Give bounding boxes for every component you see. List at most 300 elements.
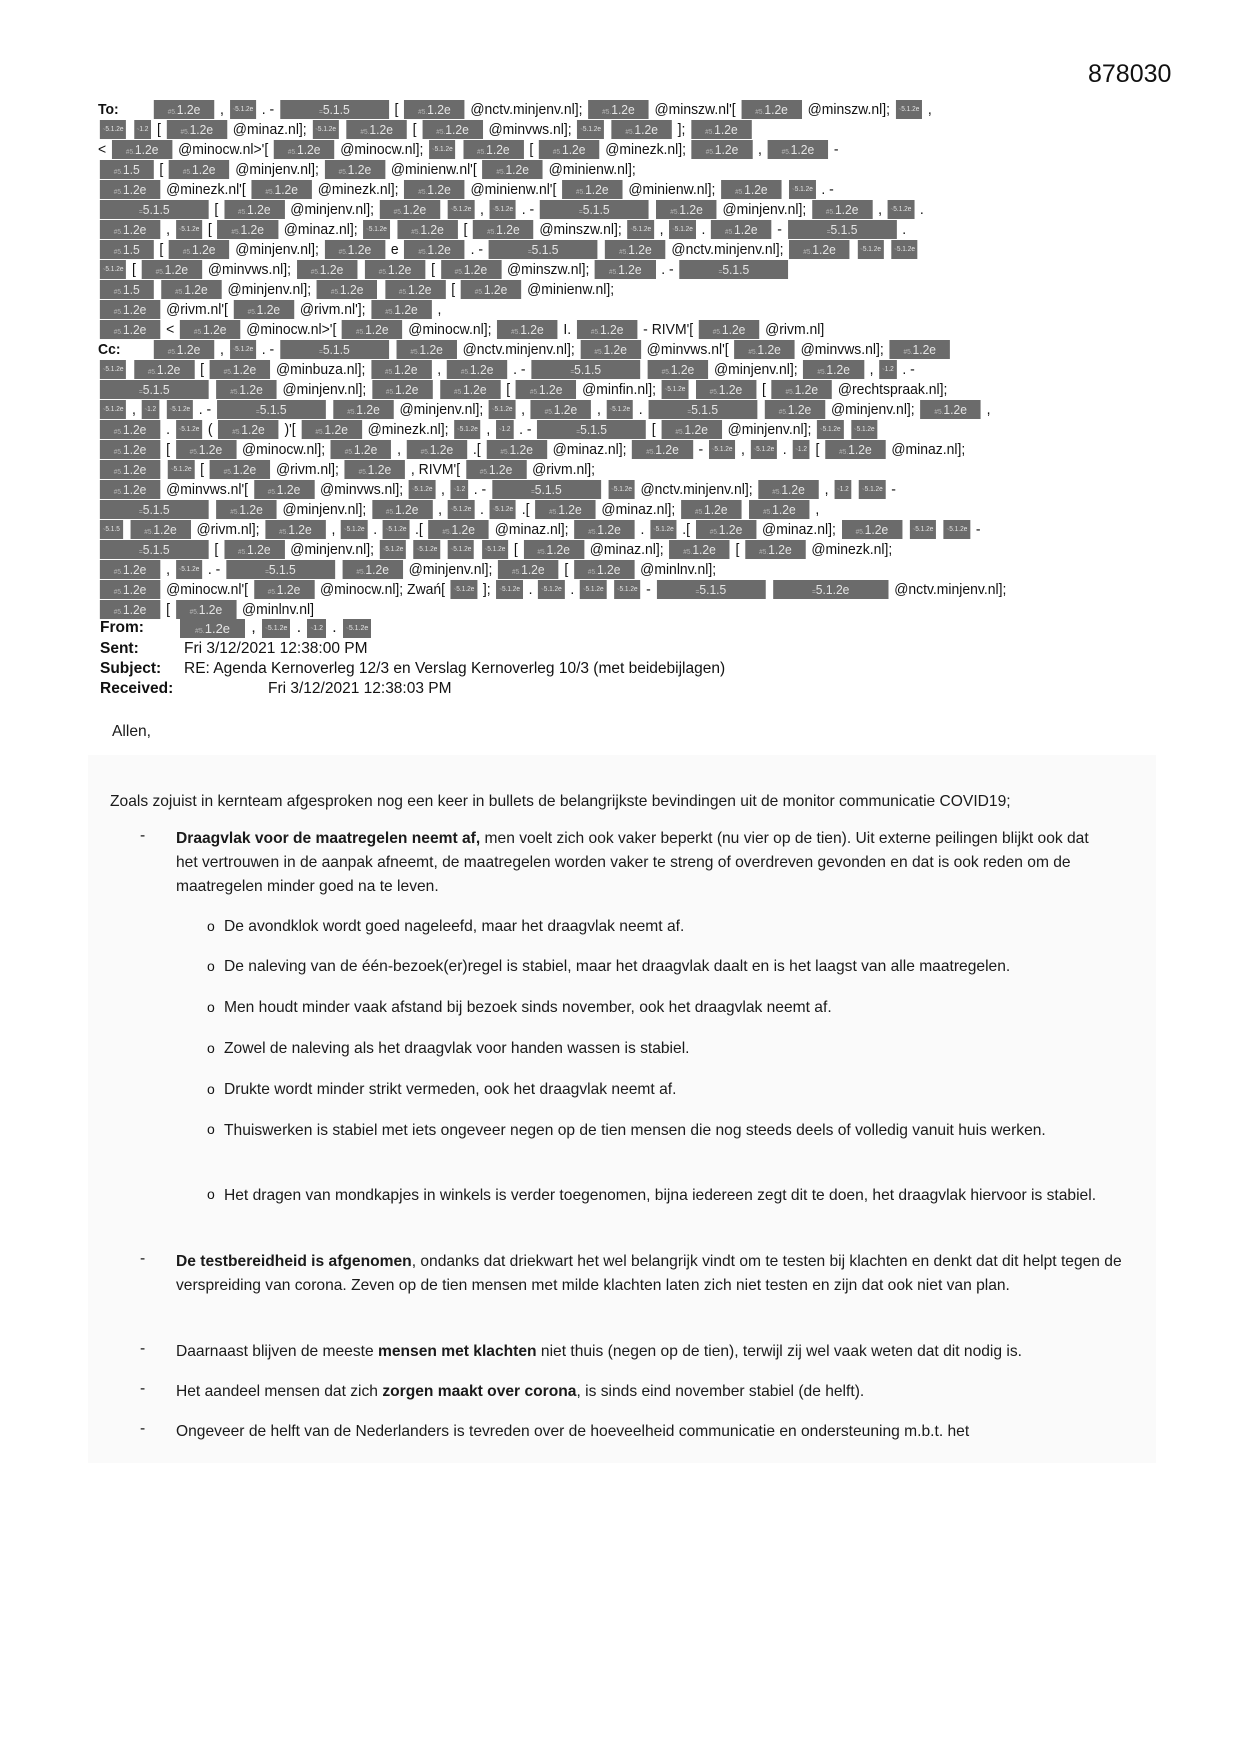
redaction-box: #5.1.2e (562, 180, 622, 199)
bullet-text: , is sinds eind november stabiel (de helft). (576, 1383, 865, 1400)
header-text: @minjenv.nl]; (830, 401, 915, 418)
redaction-box: ~5.1.2e (857, 240, 883, 259)
header-text: @minjenv.nl]; (727, 421, 812, 438)
header-text: < (98, 141, 107, 158)
redaction-box: ~5.1.2e (614, 580, 640, 599)
redaction-box: ~5.1.2e (910, 520, 936, 539)
redaction-box: #5.1.2e (648, 360, 708, 379)
redaction-box: #5.1.2e (224, 540, 284, 559)
header-text: @minjenv.nl]; (722, 201, 807, 218)
redaction-box: #5.1.2e (100, 220, 160, 239)
redaction-box: #5.1.2e (447, 360, 507, 379)
header-text: . (570, 581, 575, 598)
redaction-box: ~5.1.2e (891, 240, 917, 259)
redaction-box: #5.1.2e (397, 220, 457, 239)
redaction-box: ~5.1.2e (176, 420, 202, 439)
redaction-box: #5.1.2e (180, 619, 245, 638)
redaction-box: #5.1.2e (696, 520, 756, 539)
header-text: . (373, 521, 378, 538)
redaction-box: ~5.1.2e (341, 520, 367, 539)
sub-bullet-marker: o (207, 1186, 215, 1202)
header-text: @minjenv.nl]; (235, 241, 319, 258)
document-number: 878030 (1088, 60, 1172, 88)
redaction-box: #5.1.2e (100, 300, 160, 319)
redaction-box: #5.1.2e (749, 500, 809, 519)
header-text: @nctv.minjenv.nl]; (470, 101, 583, 118)
redaction-box: ~5.1.2e (230, 340, 256, 359)
cc-line (98, 400, 1084, 420)
header-text: - (975, 521, 981, 538)
redaction-box: #5.1.2e (224, 200, 284, 219)
redaction-box: =5.1.5 (100, 540, 209, 559)
redaction-box: ~5.1.2e (482, 540, 508, 559)
redaction-box: =5.1.5 (280, 340, 389, 359)
header-text: @minszw.nl]; (539, 221, 622, 238)
subject-value: RE: Agenda Kernoverleg 12/3 en Verslag Kernoverleg 10/3 (met beidebijlagen) (184, 660, 726, 677)
to-line (98, 140, 1084, 160)
sub-bullet-marker: o (207, 1040, 215, 1056)
redaction-box: ~1.2 (879, 360, 896, 379)
header-text: @minlnv.nl]; (640, 561, 717, 578)
header-text: @minszw.nl'[ (654, 101, 736, 118)
redaction-box: ~5.1.2e (454, 420, 480, 439)
redaction-box: #5.1.2e (721, 180, 781, 199)
redaction-box: #5.1.2e (577, 320, 637, 339)
redaction-box: ~5.1.2e (489, 400, 515, 419)
redaction-box: #5.1.2e (346, 120, 406, 139)
redaction-box: ~1.2 (451, 480, 468, 499)
header-text: [ (214, 201, 219, 218)
bullet-dash: - (140, 1420, 146, 1437)
header-text: I. (563, 321, 572, 338)
redaction-box: #5.1.2e (161, 280, 221, 299)
redaction-box: ~5.1.2e (343, 619, 371, 638)
header-text: , (397, 441, 401, 458)
redaction-box: ~5.1.2e (448, 500, 474, 519)
header-text: . - (473, 481, 487, 498)
to-line (98, 120, 1084, 140)
header-text: , (441, 481, 445, 498)
header-text: @minjenv.nl]; (282, 381, 367, 398)
redaction-box: ~5.1.2e (167, 400, 193, 419)
redaction-box: #5.1.2e (803, 360, 863, 379)
to-line (98, 100, 1084, 120)
header-text: [ (529, 141, 534, 158)
redaction-box: =5.1.5 (100, 200, 209, 219)
redaction-box: #5.1.2e (605, 240, 665, 259)
sub-bullet-marker: o (207, 1121, 215, 1137)
received-row (100, 680, 452, 698)
header-text: @minezk.nl]; (605, 141, 687, 158)
header-text: @minjenv.nl]; (713, 361, 798, 378)
cc-line (98, 560, 1084, 580)
redaction-box: #5.1.2e (523, 540, 583, 559)
redaction-box: ~5.1.2e (608, 480, 634, 499)
bullet-dash: - (140, 1380, 146, 1397)
header-text: .[ (682, 521, 691, 538)
cc-line (98, 440, 1084, 460)
redaction-box: #5.1.5 (100, 160, 154, 179)
redaction-box: #5.1.5 (100, 280, 154, 299)
redaction-box: #5.1.2e (691, 120, 751, 139)
header-text: , (220, 341, 224, 358)
header-text: @nctv.minjenv.nl]; (462, 341, 575, 358)
redaction-box: =5.1.5 (217, 400, 326, 419)
redaction-box: ~5.1.2e (451, 580, 477, 599)
redaction-box: #5.1.2e (535, 500, 595, 519)
redaction-box: ~5.1.2e (448, 540, 474, 559)
redaction-box: #5.1.2e (251, 180, 311, 199)
header-text: [ (166, 441, 170, 458)
redaction-box: #5.1.2e (154, 340, 214, 359)
subject-label: Subject: (100, 660, 162, 677)
header-text: , (166, 561, 170, 578)
header-text: . - (470, 241, 484, 258)
to-label: To: (98, 101, 119, 118)
header-text: , (927, 101, 932, 118)
header-text: [ (200, 461, 204, 478)
header-text: , (437, 361, 442, 378)
cc-line (98, 540, 1084, 560)
redaction-box: #5.1.5 (100, 240, 154, 259)
bullet-testbereidheid (176, 1250, 1136, 1298)
header-text: , (331, 521, 336, 538)
header-text: @minocw.nl]; Zwań[ (320, 581, 446, 598)
redaction-box: ~5.1.2e (262, 619, 290, 638)
redaction-box: ~1.2 (834, 480, 851, 499)
redaction-box: ~5.1.2e (944, 520, 970, 539)
header-text: , (132, 401, 136, 418)
header-text: [ (463, 221, 468, 238)
header-text: @minvws.nl'[ (166, 481, 249, 498)
subject-row (100, 660, 725, 678)
header-text: . - (519, 421, 532, 438)
header-text: , (596, 401, 601, 418)
header-text: @minvws.nl'[ (646, 341, 729, 358)
redaction-box: #5.1.2e (498, 560, 558, 579)
sub-bullet-marker: o (207, 958, 215, 974)
header-text: . (701, 221, 706, 238)
redaction-box: #5.1.2e (531, 400, 591, 419)
bullet-dash: - (140, 1250, 146, 1267)
from-row (100, 619, 373, 638)
redaction-box: #5.1.2e (890, 340, 950, 359)
header-text: , (479, 201, 484, 218)
redaction-box: ~5.1.2e (662, 380, 688, 399)
redaction-box: #5.1.2e (372, 380, 432, 399)
header-text: . (332, 619, 337, 636)
redaction-box: #5.1.2e (100, 480, 160, 499)
redaction-box: #5.1.2e (539, 140, 599, 159)
header-text: . (166, 421, 170, 438)
redaction-box: #5.1.2e (254, 480, 314, 499)
redaction-box: #5.1.2e (100, 420, 160, 439)
header-text: [ (166, 601, 170, 618)
header-text: . - (521, 201, 535, 218)
header-text: - (646, 581, 651, 598)
redaction-box: #5.1.2e (342, 560, 402, 579)
cc-line (98, 600, 1084, 620)
header-text: @minjenv.nl]; (290, 201, 374, 218)
header-text: @minocw.nl]; (241, 441, 326, 458)
redaction-box: ~5.1.2e (176, 220, 202, 239)
header-text: @minaz.nl]; (589, 541, 664, 558)
redaction-box: #5.1.2e (130, 520, 190, 539)
header-text: @minvws.nl]; (488, 121, 572, 138)
redaction-box: ~5.1.2e (888, 200, 914, 219)
redaction-box: #5.1.2e (371, 300, 431, 319)
header-text: . (782, 441, 787, 458)
bullet-dash: - (140, 827, 146, 844)
bullet-communicatie: Ongeveer de helft van de Nederlanders is tevreden over de hoeveelheid communicatie en ondersteuning m.b.t. het (176, 1423, 970, 1440)
redaction-box: ~5.1.2e (490, 500, 516, 519)
sub-bullet: Zowel de naleving als het draagvlak voor handen wassen is stabiel. (224, 1040, 690, 1057)
redaction-box: #5.1.2e (365, 260, 425, 279)
redaction-box: #5.1.2e (516, 380, 576, 399)
received-value: Fri 3/12/2021 12:38:03 PM (268, 680, 452, 697)
header-text: @nctv.minjenv.nl]; (671, 241, 784, 258)
redaction-box: ~5.1.2e (168, 460, 194, 479)
header-text: , (815, 501, 820, 518)
header-text: , (220, 101, 224, 118)
redaction-box: ~5.1.2e (650, 520, 676, 539)
redaction-box: #5.1.2e (669, 540, 729, 559)
header-text: [ (159, 161, 164, 178)
header-text: [ (412, 121, 417, 138)
header-text: [ (214, 541, 219, 558)
header-text: , (521, 401, 525, 418)
header-text: , (166, 221, 170, 238)
to-line (98, 200, 1084, 220)
redaction-box: #5.1.2e (176, 440, 236, 459)
bullet-text: niet thuis (negen op de tien), terwijl zij wel vaak weten dat dit nodig is. (536, 1343, 1022, 1360)
redaction-box: =5.1.5 (788, 220, 897, 239)
header-text: , (659, 221, 664, 238)
redaction-box: #5.1.2e (100, 460, 160, 479)
cc-label: Cc: (98, 341, 121, 358)
redaction-box: ~5.1.2e (448, 200, 474, 219)
header-text: . - (261, 341, 275, 358)
redaction-box: #5.1.2e (325, 240, 385, 259)
header-text: .[ (472, 441, 481, 458)
redaction-box: #5.1.2e (112, 140, 172, 159)
bullet-text: Daarnaast blijven de meeste (176, 1343, 378, 1360)
header-text: - (777, 221, 782, 238)
redaction-box: #5.1.2e (574, 520, 634, 539)
redaction-box: ~5.1.2e (628, 220, 654, 239)
redaction-box: #5.1.2e (176, 600, 236, 619)
redaction-box: #5.1.2e (588, 100, 648, 119)
header-text: [ (815, 441, 820, 458)
header-text: e (390, 241, 399, 258)
cc-line (98, 340, 1084, 360)
header-text: , (878, 201, 883, 218)
redaction-box: #5.1.2e (396, 340, 456, 359)
redaction-box: ~1.2 (142, 400, 159, 419)
header-text: - (833, 141, 839, 158)
header-text: < (166, 321, 175, 338)
header-text: @minfin.nl]; (582, 381, 656, 398)
sub-bullet: Het dragen van mondkapjes in winkels is verder toegenomen, bijna iedereen zegt dit te doen, het draagvlak hiervoor is stabiel. (224, 1187, 1097, 1204)
header-text: [ (761, 381, 766, 398)
header-text: [ (207, 221, 212, 238)
header-text: .[ (521, 501, 530, 518)
redaction-box: #5.1.2e (681, 500, 741, 519)
redaction-box: #5.1.2e (216, 500, 276, 519)
redaction-box: #5.1.2e (466, 460, 526, 479)
header-text: @minjenv.nl]; (235, 161, 319, 178)
redaction-box: #5.1.2e (428, 520, 488, 539)
header-text: . - (902, 361, 915, 378)
redaction-box: =5.1.5 (100, 500, 209, 519)
redaction-box: #5.1.2e (100, 580, 160, 599)
header-text: @minbuza.nl]; (275, 361, 366, 378)
bullet-bold: Draagvlak voor de maatregelen neemt af, (176, 830, 481, 847)
header-text: @minaz.nl]; (601, 501, 676, 518)
redaction-box: #5.1.2e (100, 600, 160, 619)
header-text: [ (431, 261, 435, 278)
cc-line (98, 480, 1084, 500)
header-text: [ (506, 381, 511, 398)
header-text: @minezk.nl]; (367, 421, 449, 438)
redaction-box: #5.1.2e (920, 400, 980, 419)
header-text: @rivm.nl]; (275, 461, 339, 478)
redaction-box: =5.1.5 (226, 560, 335, 579)
header-text: @minienw.nl]; (548, 161, 636, 178)
to-line (98, 320, 1084, 340)
redaction-box: =5.1.5 (656, 580, 765, 599)
from-label: From: (100, 619, 144, 636)
redaction-box: #5.1.2e (842, 520, 902, 539)
header-text: [ (394, 101, 399, 118)
intro-paragraph: Zoals zojuist in kernteam afgesproken nog een keer in bullets de belangrijkste bevindingen uit de monitor communicatie COVID19; (110, 793, 1011, 810)
redaction-box: ~1.2 (496, 420, 513, 439)
bullet-klachten (176, 1340, 1156, 1364)
header-text: @minjenv.nl]; (399, 401, 484, 418)
header-text: [ (156, 121, 161, 138)
redaction-box: #5.1.2e (404, 240, 464, 259)
redaction-box: #5.1.2e (385, 280, 445, 299)
cc-line (98, 580, 1084, 600)
redaction-box: ~5.1.2e (577, 120, 603, 139)
header-text: [ (564, 561, 569, 578)
redaction-box: #5.1.2e (169, 240, 229, 259)
redaction-box: #5.1.2e (333, 400, 393, 419)
redaction-box: ~5.1.2e (607, 400, 633, 419)
header-text: @rechtspraak.nl]; (837, 381, 948, 398)
to-line (98, 220, 1084, 240)
sub-bullet: Thuiswerken is stabiel met iets ongeveer negen op de tien mensen die nog steeds deels of volledig vanuit huis werken. (224, 1122, 1046, 1139)
redaction-box: ~1.2 (307, 619, 326, 638)
redaction-box: ~5.1.2e (100, 360, 126, 379)
header-text: ( (207, 421, 213, 438)
sent-value: Fri 3/12/2021 12:38:00 PM (184, 640, 368, 657)
redaction-box: #5.1.2e (440, 380, 500, 399)
redaction-box: ~5.1.2e (312, 120, 338, 139)
sent-row (100, 640, 368, 658)
header-text: )'[ (284, 421, 296, 438)
header-text: @minienw.nl'[ (390, 161, 477, 178)
redaction-box: ~5.1.2e (751, 440, 777, 459)
header-text: @minvws.nl]; (320, 481, 404, 498)
redaction-box: #5.1.2e (100, 440, 160, 459)
redaction-box: =5.1.5 (492, 480, 601, 499)
to-line (98, 260, 1084, 280)
header-text: @minszw.nl]; (807, 101, 890, 118)
header-text: @minienw.nl]; (527, 281, 615, 298)
redaction-box: #5.1.2e (497, 320, 557, 339)
redaction-box: #5.1.2e (711, 220, 771, 239)
header-text: . - (207, 561, 221, 578)
to-line (98, 300, 1084, 320)
header-text: @minaz.nl]; (283, 221, 358, 238)
header-text: @nctv.minjenv.nl]; (894, 581, 1007, 598)
header-text: @minezk.nl]; (811, 541, 893, 558)
cc-line (98, 460, 1084, 480)
header-text: @minaz.nl]; (891, 441, 966, 458)
bullet-text: Het aandeel mensen dat zich (176, 1383, 383, 1400)
redaction-box: #5.1.2e (372, 500, 432, 519)
header-text: @minocw.nl]; (340, 141, 424, 158)
redaction-box: ~5.1.5 (100, 520, 123, 539)
redaction-box: #5.1.2e (331, 440, 391, 459)
header-text: . (479, 501, 484, 518)
redaction-box: #5.1.2e (661, 420, 721, 439)
redaction-box: ~5.1.2e (383, 520, 409, 539)
redaction-box: ~5.1.2e (230, 100, 256, 119)
redaction-box: #5.1.2e (441, 260, 501, 279)
redaction-box: #5.1.2e (812, 200, 872, 219)
redaction-box: #5.1.2e (407, 440, 467, 459)
header-text: - (891, 481, 896, 498)
header-text: @minienw.nl'[ (470, 181, 557, 198)
redaction-box: ~5.1.2e (380, 540, 406, 559)
header-text: [ (513, 541, 518, 558)
header-text: @rivm.nl]; (532, 461, 596, 478)
bullet-bold: mensen met klachten (377, 1343, 537, 1360)
sub-bullet: De avondklok wordt goed nageleefd, maar het draagvlak neemt af. (224, 918, 685, 935)
header-text: @minvws.nl]; (800, 341, 884, 358)
header-text: , (758, 141, 762, 158)
header-text: , (437, 301, 442, 318)
redaction-box: ~5.1.2e (896, 100, 922, 119)
bullet-bold: zorgen maakt over corona (382, 1383, 577, 1400)
redaction-box: #5.1.2e (772, 380, 832, 399)
header-text: ]; (482, 581, 491, 598)
header-text: - RIVM'[ (643, 321, 694, 338)
redaction-box: #5.1.2e (210, 360, 270, 379)
redaction-box: #5.1.2e (768, 140, 828, 159)
redaction-box: #5.1.2e (404, 100, 464, 119)
redaction-box: #5.1.2e (758, 480, 818, 499)
header-text: , (438, 501, 443, 518)
to-line (98, 240, 1084, 260)
header-text: @minocw.nl>'[ (246, 321, 337, 338)
redaction-box: #5.1.2e (371, 360, 431, 379)
redaction-box: #5.1.2e (765, 400, 825, 419)
redaction-box: #5.1.2e (216, 380, 276, 399)
redaction-box: #5.1.2e (169, 160, 229, 179)
header-text: @minienw.nl]; (628, 181, 716, 198)
redaction-box: ~5.1.2e (580, 580, 606, 599)
email-recipients-header (98, 100, 1158, 620)
redaction-box: #5.1.2e (734, 340, 794, 359)
redaction-box: #5.1.2e (580, 340, 640, 359)
header-text: [ (159, 241, 164, 258)
header-text: @minocw.nl'[ (166, 581, 249, 598)
header-text: . - (821, 181, 834, 198)
redaction-box: #5.1.2e (217, 220, 277, 239)
